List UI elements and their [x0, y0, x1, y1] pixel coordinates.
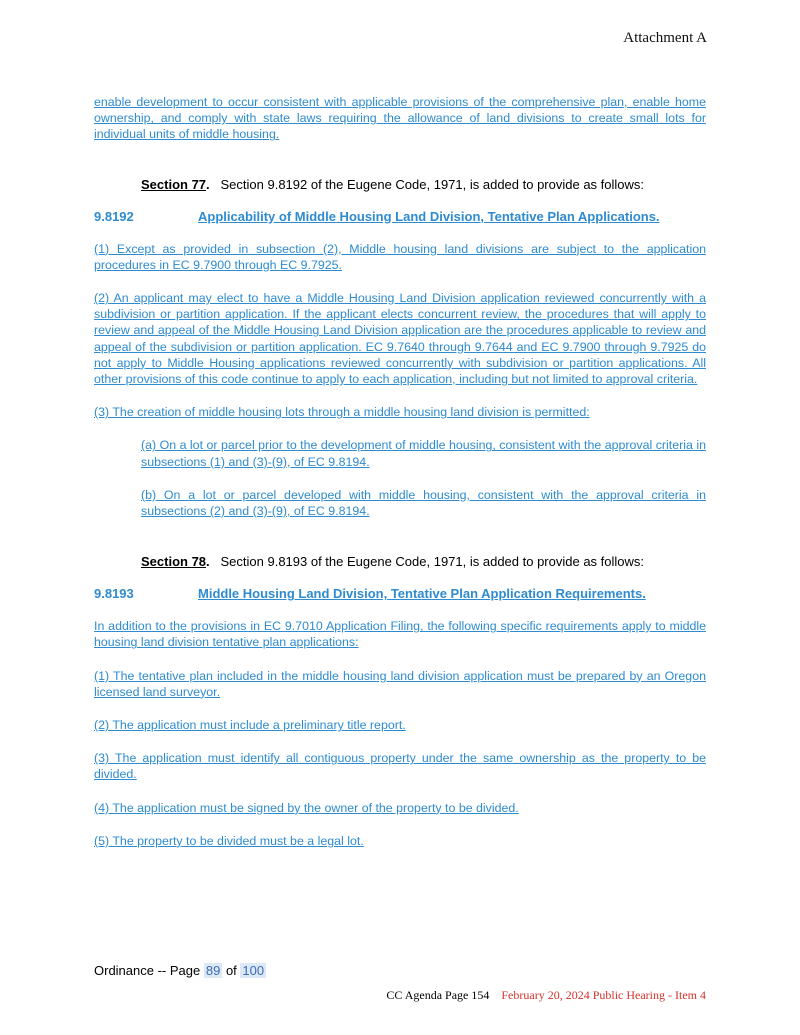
paragraph-a3b: (b) On a lot or parcel developed with middle housing, consistent with the approval criteria in subsections (2) and (3)-(9), of EC 9.8194.: [141, 487, 706, 519]
hearing-label: February 20, 2024 Public Hearing - Item 4: [501, 988, 706, 1002]
heading-9-8192-title: Applicability of Middle Housing Land Division, Tentative Plan Applications.: [198, 208, 660, 224]
paragraph-a1: (1) Except as provided in subsection (2), Middle housing land divisions are subject to the application procedures in EC 9.7900 through EC 9.7925.: [94, 241, 706, 272]
document-body: [94, 94, 706, 849]
ordinance-footer: [94, 963, 266, 978]
section-77: Section 77. Section 9.8192 of the Eugene Code, 1971, is added to provide as follows:: [141, 176, 645, 192]
paragraph-b4: (4) The application must be signed by the owner of the property to be divided.: [94, 800, 519, 815]
heading-9-8193-title: Middle Housing Land Division, Tentative Plan Application Requirements.: [198, 586, 646, 602]
paragraph-b5: (5) The property to be divided must be a legal lot.: [94, 833, 364, 848]
heading-9-8193-number: 9.8193: [94, 586, 134, 602]
page-number: 89: [205, 963, 221, 978]
paragraph-b2: (2) The application must include a preliminary title report.: [94, 718, 406, 733]
paragraph-a2: (2) An applicant may elect to have a Middle Housing Land Division application reviewed concurrently with a subdivision or partition application. If the applicant elects concurrent review, the procedures that will apply to review and appeal of the Middle Housing Land Division application are the procedures applicable to review and appeal of the subdivision or partition application. EC 9.7640 through 9.7644 and EC 9.7900 through 9.7925 do not apply to Middle Housing applications reviewed concurrently with subdivision or partition applications. All other provisions of this code continue to apply to each application, including but not limited to approval criteria.: [94, 291, 706, 387]
paragraph-a3: (3) The creation of middle housing lots through a middle housing land division is permitted:: [94, 405, 590, 420]
section-78: Section 78. Section 9.8193 of the Eugene Code, 1971, is added to provide as follows:: [141, 554, 645, 570]
footer-label: Ordinance -- Page: [94, 963, 201, 978]
section-78-text: Section 9.8193 of the Eugene Code, 1971, is added to provide as follows:: [220, 554, 645, 570]
heading-9-8192: [94, 208, 706, 225]
agenda-page: CC Agenda Page 154: [386, 988, 490, 1002]
page-total: 100: [242, 963, 265, 978]
attachment-label: Attachment A: [623, 30, 707, 46]
section-77-text: Section 9.8192 of the Eugene Code, 1971, is added to provide as follows:: [220, 176, 645, 192]
section-78-label: Section 78: [141, 554, 207, 570]
intro-paragraph: enable development to occur consistent with applicable provisions of the comprehensive plan, enable home ownership, and comply with state laws requiring the allowance of land divisions to create small lots for individual units of middle housing.: [94, 95, 706, 142]
heading-9-8193: [94, 585, 706, 602]
footer-of: of: [225, 963, 237, 978]
paragraph-b1: (1) The tentative plan included in the middle housing land division application must be prepared by an Oregon licensed land surveyor.: [94, 668, 706, 699]
paragraph-b3: (3) The application must identify all contiguous property under the same ownership as the property to be divided.: [94, 751, 706, 782]
heading-9-8192-number: 9.8192: [94, 208, 134, 224]
section-77-label: Section 77: [141, 176, 207, 192]
paragraph-a3a: (a) On a lot or parcel prior to the development of middle housing, consistent with the approval criteria in subsections (1) and (3)-(9), of EC 9.8194.: [141, 438, 706, 469]
paragraph-b0: In addition to the provisions in EC 9.7010 Application Filing, the following specific requirements apply to middle housing land division tentative plan applications:: [94, 619, 706, 650]
agenda-footer: [386, 988, 706, 1003]
